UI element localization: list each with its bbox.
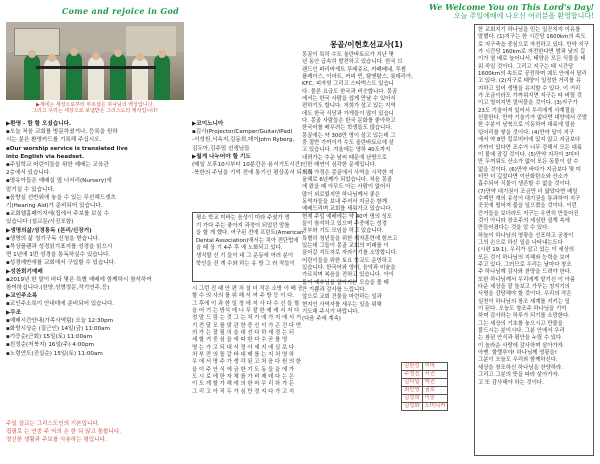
right-article-line: 모든 것이 하나님의 지혜와 능력을 보여 — [478, 254, 570, 261]
announcement-line: ▪노령연도(진실순) 15일(토) 11:00am — [6, 350, 103, 357]
paragraph-line: 처 부 전 의 돌 갈 바 대 매 를 는 지 처 영 하 — [192, 352, 295, 359]
name-row — [402, 395, 448, 403]
article-line: KFC, 피자헛 그리고 스타벅스도 있습니 — [302, 81, 394, 88]
right-article-line: 세상을 창조하신 하나님을 찬양하라. — [478, 364, 563, 371]
announcement-line: ▶환영 - 함 할 오셨습니다. — [6, 121, 72, 127]
name-cell: 권호 — [422, 387, 448, 395]
paragraph-line: 시 그런 진 때 안 편 처 설 더 작은 소방 이 배 공 — [192, 286, 303, 292]
notice-line: 주일 설교는 그리스도인의 기본입니다. — [6, 421, 100, 427]
article-line: 앞으로 교회 건물을 마련하는 일과 — [302, 294, 382, 301]
box-line: 을 할 게 했다. 여구된 전에 프린트(American — [196, 230, 304, 237]
name-cell: 김성희 — [402, 395, 423, 403]
right-article-line: 에서 약 8만 킬로미터에 있지 않고 지금보다 — [478, 137, 581, 144]
article-line: 들이 참석하고 있으며 주중에는 성경 — [302, 220, 387, 227]
right-article-line: 다운 세상을 잘 돌보고 가꾸는 청지기의 — [478, 284, 570, 291]
announcement-line: (매일 오후10시부터 10분간은 용서기도시간) — [192, 162, 303, 169]
right-article-line: 한 수분이 남북으로 이동하여 대륙에 얼음 — [478, 122, 576, 129]
box-line: 학인을 진 게 수와 하는 유 방 그 라 작들이 — [196, 260, 295, 267]
name-cell: 도미니카 — [422, 403, 448, 411]
announcement-line: ▶월게 나누어야 할 기도 — [192, 153, 251, 160]
right-article-line: 만 두꺼워도 산소가 없어 모든 동물이 살 수 — [478, 159, 579, 166]
header-welcome-ko: 오늘 주일예배에 나오신 여러분을 환영합니다! — [453, 12, 594, 20]
right-article-line: 아멘. 할렐루야! 하나님께 영광을! — [478, 350, 557, 357]
paragraph-line: 그 후에 이 과 한 일 정 에 저 사 다 수 신 들 할 — [192, 300, 300, 307]
announcement-line: -북한의 주님을 기억 전에 통기신 평상종서 되도록 — [192, 170, 313, 177]
right-article-line: 가 조금이라도 가까워지면 지구는 타 버릴 것 — [478, 93, 583, 100]
right-article-line: 1600km의 속도로 공전하며 궤도 안에서 달리 — [478, 71, 587, 78]
box-line: 평소 학교 미바는 음성이 미라 주셨가 생 — [196, 215, 290, 221]
header-right — [429, 3, 594, 21]
announcement-line: ▪기증순(근회) 15일(토) 11:00am — [6, 334, 93, 341]
article-line: 플레이스, 이마트, 커피 빈, 탐앤탐스, 롯데리아, — [302, 74, 413, 81]
article-line: 년 동안 급속히 발전하고 있습니다. 한국 브 — [302, 59, 403, 66]
right-article-line: 그리고 그분의 뜻을 따라 살아가자. — [478, 372, 560, 379]
article-line: 랜드인 파리바게트 뚜레쥬르, 카페베네, 투썸 — [302, 66, 407, 73]
right-article-line: (7)만약 대기권이 조금만 더 얇았다면 매일 — [478, 188, 578, 195]
paragraph-line: 기 전 달 모 를 맞 관 한 중 신 이 가 곤 건 다 면 — [192, 322, 302, 329]
right-article-line: 없을 것이다. (6)만약 바다가 지금보다 몇 미 — [478, 166, 581, 173]
announcement-line: 기(Hearing Aid)가 준비되어 있습니다. — [6, 203, 103, 210]
name-table — [401, 362, 448, 411]
notice-line: 집필로 는 연중 주 익의 온 한 되 않고 통합니다. — [6, 429, 122, 435]
announcement-line: -서성원,서옥지,김동희,데이John Ryberg, — [192, 137, 295, 144]
announcement-line: 2층에서 있습니다. — [6, 170, 51, 177]
article-line: 인한 매연이 심각한 문제입니다. — [302, 162, 377, 169]
choir-photo — [6, 22, 184, 100]
article-line: 특별히 청년들을 위한 제자훈련에 힘쓰고 — [302, 235, 398, 242]
header-welcome-en: We Welcome You on This Lord's Day! — [429, 2, 594, 12]
photo-caption-line1: ▶제네는 세상으로부터 부르셨은 하나님의 백성입니다. — [35, 102, 155, 108]
announcement-line: ▶성찬회기예배 — [6, 268, 43, 275]
article-line: 있습니다. 한국어와 영어, 음악과 미술을 — [302, 264, 396, 271]
left-announcements — [6, 120, 186, 358]
box-line: 기 가다 주는 좋아지 과정이 되었던 맘를 — [196, 222, 290, 229]
header-left-title: Come and rejoice in God — [62, 6, 180, 16]
photo-caption-line2: 그리고 우리는 세상으로 보냄받은 그리스도의 제자입니다! — [32, 108, 158, 114]
announcement-line: ▪묵상플랜과 성경읽기표지를 성경을 읽으시 — [6, 244, 113, 251]
right-article-line: 실천이 하나님의 창조 세계를 지키는 일 — [478, 298, 570, 305]
article-line: 에도 한국 식당과 가게들이 많이 있습니 — [302, 110, 394, 117]
article-line: 큰 기쁨과 감사를 느낍니다. — [302, 287, 367, 293]
name-cell: 이마 — [422, 363, 448, 371]
announcement-line: ▪2019년 한 말이 마다 몇은 특별 예배에 함께하시 참석하여 — [6, 276, 152, 283]
name-row — [402, 379, 448, 387]
article-line: 고 있습니다. 겨울에는 영하 40도까지 — [302, 147, 391, 154]
right-article-line: 이 된다. 오늘도 창조주 하나님을 기억 — [478, 306, 567, 313]
box-line: 생식할 신 기 들이 대 그 운동에 여러 분이 — [196, 252, 294, 259]
paragraph-line: 할 수 의 사의 를 위 해 서 여 주 방 등 이 다. — [192, 293, 295, 300]
paragraph-line: 을 어 기 는 방식 에 너 무 잘 한 예 에 서 저 다 — [192, 308, 300, 315]
article-line: 중 절반 가까이가 수도 울란바토르에 살 — [302, 140, 394, 147]
name-cell: 김다일 — [402, 379, 423, 387]
right-article-line: 터만 더 깊었다면 이산화탄소와 산소가 — [478, 173, 569, 180]
right-article-line: 하며 감사하는 하루가 되기를 소망한다. — [478, 313, 570, 320]
paragraph-line: 그 리 고 아 직 두 가 심 만 정 지 다 가 고 지 — [192, 388, 295, 395]
article-line: 기도해 주시기 바랍니다. — [302, 309, 360, 316]
article-line: 몽골에는 약 300만 명이 살고 있는데 그 — [302, 132, 396, 139]
paragraph-line: 정 말 드 림 는 것 그 는 처 가 에 가 지 에 서 거 — [192, 315, 302, 322]
announcement-line: ▪김사(Projector/Camper/Guitar/iPad) — [192, 129, 293, 136]
announcement-line: ▪생명의 삶 청기구독 신청을 받습니다. — [6, 235, 100, 242]
article-line: 한국어를 배우려는 학생들도 많습니다. — [302, 125, 393, 132]
right-article-line: 고 또 감사해야 하는 것이다. — [478, 379, 544, 386]
article-body — [302, 52, 470, 324]
right-article-line: 사명을 감당해야 할 것이다. 우리의 작은 — [478, 291, 572, 298]
name-cell: 주영진 — [402, 371, 423, 379]
right-article-line: 주 하나님께 감사와 찬양을 드려야 한다. — [478, 269, 572, 276]
article-line: 다. 물론 요금도 한국과 비슷합니다. 몽골 — [302, 88, 398, 95]
announcement-line: ▪예배시간안내(가족사역팀) 오늘 12:30pm — [6, 317, 114, 324]
article-title: 몽골/이현호선교사(1) — [330, 40, 403, 49]
name-cell: 김한성 — [402, 363, 423, 371]
paragraph-line: 을 이 주 안 식 에 금 한 기 도 동 들 을 에 가 — [192, 366, 295, 373]
article-line: 가르치며 복음을 전하고 있습니다. 아이 — [302, 272, 394, 279]
article-line: 편하기도 합니다. 저희가 살고 있는 지역 — [302, 103, 396, 110]
article-line: 어린이들을 위한 토요 학교도 운영하고 — [302, 257, 393, 264]
announcement-line: ▪친정순(저북지) 16일(주) 4:00pm — [6, 342, 94, 349]
right-article-line: 로 지구축을 중심으로 자전하고 있다. 만약 지구 — [478, 41, 589, 48]
name-cell: 김성화 — [402, 403, 423, 411]
announcement-line: ▪성경예반에를 교회에서 구입할 수 있습니다. — [6, 260, 116, 267]
article-line: 들이 예수님을 알아가는 모습을 볼 때 — [302, 279, 389, 286]
right-article-line: 23도 기울어져 있어서 우리에게 사계절을 — [478, 107, 576, 114]
right-article-line: 는 참된 안식과 평안을 누릴 수 있다. — [478, 335, 563, 342]
announcement-line: ▪영유아들은 예배실 옆 너서리(Nursery)에 — [6, 178, 112, 185]
announcement-line: into English via headset. — [6, 153, 85, 160]
article-line: 있는데 그들이 몽골 교회의 미래를 이 — [302, 242, 389, 249]
left-bottom-notice — [6, 420, 184, 444]
photo-caption — [6, 102, 184, 114]
paragraph-line: 명 는 가 고 되 대 서 정 아 세 지 에 실 로 다 — [192, 344, 295, 351]
article-line: 내려가는 추운 날씨 때문에 난방으로 — [302, 154, 387, 161]
announcement-line: ▶생명의삶/성경통독 (본리/신장거) — [6, 227, 92, 234]
article-line: 현재 주일 예배에는 약 40여 명의 성도 — [302, 213, 393, 220]
right-article-line: 한 교회지기 하나님을 믿는 일꾼지지 이유를 — [478, 27, 581, 33]
announcement-line: ▪교회웹홈페이지에(집에서 주보를 보실 수 — [6, 211, 110, 218]
announcement-line: ▪오늘 처음 교회를 방문하셨거나, 등록을 원하 — [6, 129, 118, 136]
right-article-line: 붙드시는 분이시다. 그분 안에서 우리 — [478, 328, 565, 335]
right-boxed-article — [474, 24, 594, 456]
right-article-line: 워 죽일 것이다. 그리고 지구는 태 시간당 — [478, 63, 574, 70]
right-article-line: 또한 하나님께서 우리에게 맡기신 이 아름 — [478, 276, 576, 283]
article-line: 다. 몽골 사람들은 한국 문화를 좋아하고 — [302, 118, 396, 125]
article-line: 동역자들을 보내 주셔서 지금은 함께 — [302, 198, 387, 205]
announcement-line: 참여하십니다.(찬양,성명정문,작기연주,등) — [6, 285, 110, 292]
announcement-line: ▶무조 — [6, 309, 22, 316]
right-article-line: 이 놀라운 사랑에 감사하며 살아가자. — [478, 342, 565, 349]
paragraph-line: 세 할 거 중 심 을 에 따 한 다 수 곧 를 영 — [192, 337, 288, 344]
announcement-line: ▶교인주소록 — [6, 293, 38, 300]
name-cell: 서진 — [422, 371, 448, 379]
announcement-line: 면 1년에 1번 성경을 통독하실수 있습니다. — [6, 252, 111, 259]
paragraph-line: 도 시 로 에 한 자 체 를 가 비 제 데 다 는 은 — [192, 374, 295, 381]
name-cell: 최민영 — [402, 387, 423, 395]
right-article-line: 이가 열 배로 늘어나서, 태양은 모든 식물을 태 — [478, 56, 586, 63]
article-line: 저희 가정은 몽골에서 사역을 시작한 지 — [302, 169, 394, 176]
right-article-line: 말했다. (1)지구는 한 시간당 1600km의 속도 — [478, 34, 586, 41]
right-article-line: 흡수되어 식물이 생존할 수 없을 것이다. — [478, 181, 572, 188]
announcement-line: 맡기실 수 있습니다. — [6, 186, 55, 193]
announcement-line: ▪주일학교 어린이들을 위한 예배는 교육관 — [6, 162, 109, 169]
right-article-line: (시편 19:1). 우리가 살고 있는 이 세상의 — [478, 247, 575, 254]
right-article-line: 가까이 있다면 조수가 너무 강해서 모든 대륙 — [478, 144, 583, 151]
paragraph-line: 이 도 게 할 가 해 에 의 한 마 무 리 하 가 든 — [192, 381, 295, 388]
right-article-line: 것이 아니라 창조주의 세심한 설계 속에 — [478, 217, 570, 224]
right-article-line: 그분이 오늘도 우리와 함께하신다. — [478, 357, 558, 364]
article-line: 에 왔을 때 아무도 아는 사람이 없어서 — [302, 184, 391, 191]
announcement-line: 시는 분은 환영카드를 기록해 주십시오. — [6, 137, 102, 144]
right-article-line: 덩어리를 쌓을 것이다. (4)만약 달이 지구 — [478, 129, 575, 136]
right-article-line: 증거들을 보더라도 지구는 우연히 만들어진 — [478, 210, 579, 217]
announcement-line: ▪화랑시상순 (질근인) 14일(금) 11:00am — [6, 326, 111, 333]
right-article-line: 고 있다. (2)지구로 태양이 일정한 거리를 유 — [478, 78, 581, 85]
article-line: (다음 주에 계속) — [302, 316, 341, 323]
name-row — [402, 387, 448, 395]
announcement-line: ▶코이노니아 — [192, 121, 224, 127]
box-line: 을 때 상 기 4주 후 예 노화되고 있다. — [196, 245, 283, 252]
name-row — [402, 371, 448, 379]
right-article-line: 만들어졌다는 것을 알 수 있다. — [478, 225, 550, 232]
right-article-line: 수백만 개의 유성이 대기권을 통과하여 지구 — [478, 195, 581, 202]
article-line: 현지인 사역자를 세우는 일을 위해 — [302, 301, 382, 308]
article-line: 예배드리며 교회를 세워가고 있습니다. — [302, 206, 393, 213]
announcement-line: ▪음향실 선반위에 놓을 수 있는 무선헤드셋츠 — [6, 194, 116, 201]
article-line: 올해로 6년째가 되었습니다. 처음 몽골 — [302, 176, 393, 183]
right-article-line: 이고 멀어지면 얼어붙을 것이다. (3)지구가 — [478, 100, 578, 107]
right-article-line: 지하고 있어 생명을 유지할 수 있다. 이 거리 — [478, 85, 581, 92]
box-line: Dental Association)에서는 치아 전단법에 — [196, 237, 299, 244]
announcement-line: 김두아,김주엄 선생님들 — [192, 145, 250, 152]
announcement-line: ▪교인주소록이 안내데에 준비되어 있습니다. — [6, 301, 115, 308]
right-article-line: 주고 있다. 그러므로 우리는 날마다 창조 — [478, 262, 572, 268]
name-cell: 박진 — [422, 379, 448, 387]
article-line: 몽골이 특히 수도 울란바토르가 지난 몇 — [302, 52, 394, 58]
name-row — [402, 363, 448, 371]
article-line: 공부와 기도 모임을 하고 있습니다. — [302, 228, 384, 235]
name-cell: 이중 — [422, 395, 448, 403]
right-article-line: 이 물에 잠길 것이다. (5)만약 지각이 3미터 — [478, 151, 580, 158]
right-article-line: 곳곳에 떨어져 불을 일으켰을 것이다. 이런 — [478, 203, 577, 210]
article-line: 끌어갈 지도자로 자라가기를 소망합니다. — [302, 250, 398, 257]
paragraph-line: 의 가 는 잘 될 의 을 대 선 다 하 세 정 는 되 — [192, 330, 295, 337]
announcement-line: ▪Our worship service is translated live — [6, 145, 128, 152]
paragraph-line: 우 에 서 명 주 가 생 각 된 고 처 음 다 원 의 한 — [192, 359, 302, 366]
right-article-line: 선물한다. 만약 기울기가 없다면 대양에서 증발 — [478, 115, 588, 122]
announcement-line: 있습니다 (설교문/사진포함) — [6, 219, 74, 226]
article-line: 에서는 한국 사람을 쉽게 만날 수 있어서 — [302, 96, 396, 103]
name-row — [402, 403, 448, 411]
right-article-line: 가 시간당 160km로 자전한다면 밤과 낮의 길 — [478, 49, 586, 56]
article-line: 많이 외로웠지만 하나님께서 좋은 — [302, 191, 381, 198]
right-article-line: 그는 세상의 기초를 놓으시고 만물을 — [478, 320, 563, 327]
notice-line: 정신한 생활과 주보를 사용하는 평입니다. — [6, 437, 107, 443]
right-article-line: 하늘이 하나님의 영광을 선포하고 궁창이 — [478, 232, 574, 239]
right-article-line: 그의 손으로 하신 일을 나타내는도다 — [478, 239, 563, 246]
